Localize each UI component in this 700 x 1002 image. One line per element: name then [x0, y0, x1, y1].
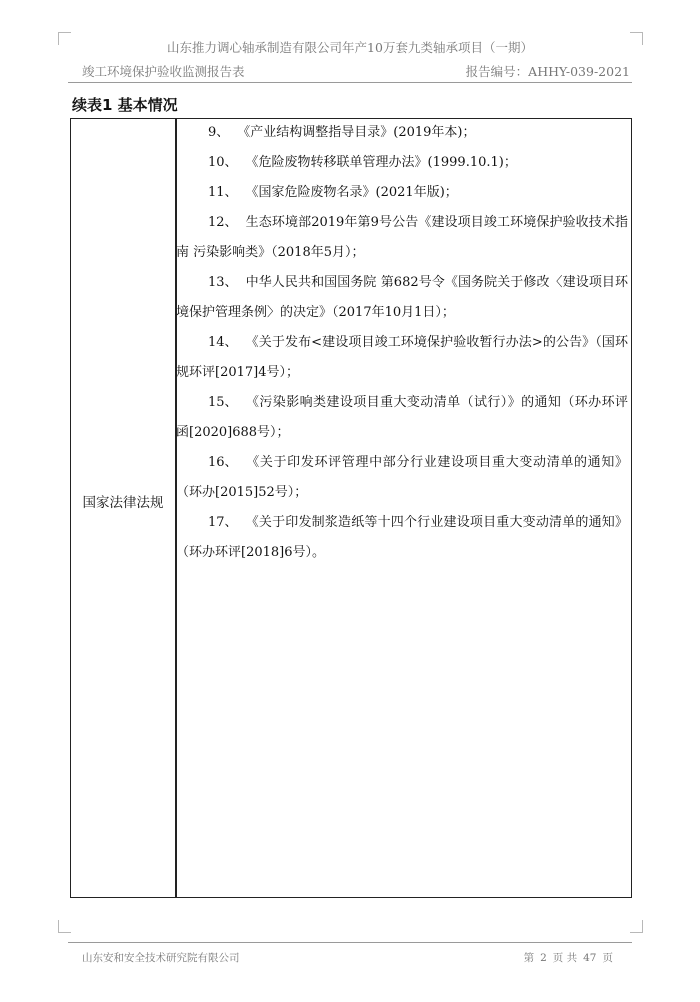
row-label: 国家法律法规	[82, 495, 164, 511]
item-number: 13、	[208, 275, 238, 290]
list-item	[176, 208, 628, 268]
header-project-title: 山东推力调心轴承制造有限公司年产10万套九类轴承项目（一期）	[167, 40, 533, 55]
section-title: 续表1 基本情况	[72, 96, 178, 114]
header-report-line	[82, 62, 630, 80]
item-text: 《关于印发环评管理中部分行业建设项目重大变动清单的通知》（环办[2015]52号）；	[176, 455, 628, 500]
regulation-list	[176, 118, 628, 568]
report-number-label: 报告编号：	[465, 64, 529, 79]
list-item	[176, 328, 628, 388]
list-item	[176, 268, 628, 328]
total-pages: 47	[583, 952, 597, 964]
item-number: 12、	[208, 215, 238, 230]
header-rule	[68, 82, 632, 83]
item-text: 中华人民共和国国务院 第682号令《国务院关于修改〈建设项目环境保护管理条例〉的决定》（2017年10月1日）；	[176, 275, 628, 320]
item-text: 《国家危险废物名录》(2021年版)；	[245, 185, 458, 200]
item-number: 11、	[208, 185, 238, 200]
item-text: 生态环境部2019年第9号公告《建设项目竣工环境保护验收技术指南 污染影响类》（2018年5月）；	[176, 215, 628, 260]
item-text: 《产业结构调整指导目录》(2019年本)；	[237, 125, 476, 140]
item-text: 《危险废物转移联单管理办法》(1999.10.1)；	[245, 155, 517, 170]
item-number: 17、	[208, 515, 238, 530]
footer-org: 山东安和安全技术研究院有限公司	[82, 952, 240, 964]
header-report-number-group	[466, 62, 630, 80]
item-text: 《污染影响类建设项目重大变动清单（试行）》的通知（环办环评函[2020]688号）；	[176, 395, 628, 440]
header-report-type: 竣工环境保护验收监测报告表	[82, 64, 245, 79]
item-number: 10、	[208, 155, 238, 170]
corner-mark-bottom-right	[630, 920, 643, 933]
item-number: 16、	[208, 455, 238, 470]
list-item	[176, 448, 628, 508]
corner-mark-bottom-left	[58, 920, 71, 933]
page-suffix: 页	[602, 952, 613, 964]
item-number: 14、	[208, 335, 238, 350]
list-item	[176, 148, 628, 178]
page-number: 2	[540, 952, 547, 964]
list-item	[176, 118, 628, 148]
page-mid: 页 共	[552, 952, 578, 964]
footer-rule	[68, 942, 632, 943]
list-item	[176, 178, 628, 208]
item-text: 《关于印发制浆造纸等十四个行业建设项目重大变动清单的通知》（环办环评[2018]6号）。	[176, 515, 628, 560]
item-number: 9、	[208, 125, 230, 140]
item-text: 《关于发布<建设项目竣工环境保护验收暂行办法>的公告》（国环规环评[2017]4号）；	[176, 335, 628, 380]
list-item	[176, 508, 628, 568]
footer-page-info	[521, 950, 616, 965]
page-prefix: 第	[523, 952, 535, 964]
item-number: 15、	[208, 395, 238, 410]
report-number: AHHY-039-2021	[528, 64, 630, 79]
list-item	[176, 388, 628, 448]
